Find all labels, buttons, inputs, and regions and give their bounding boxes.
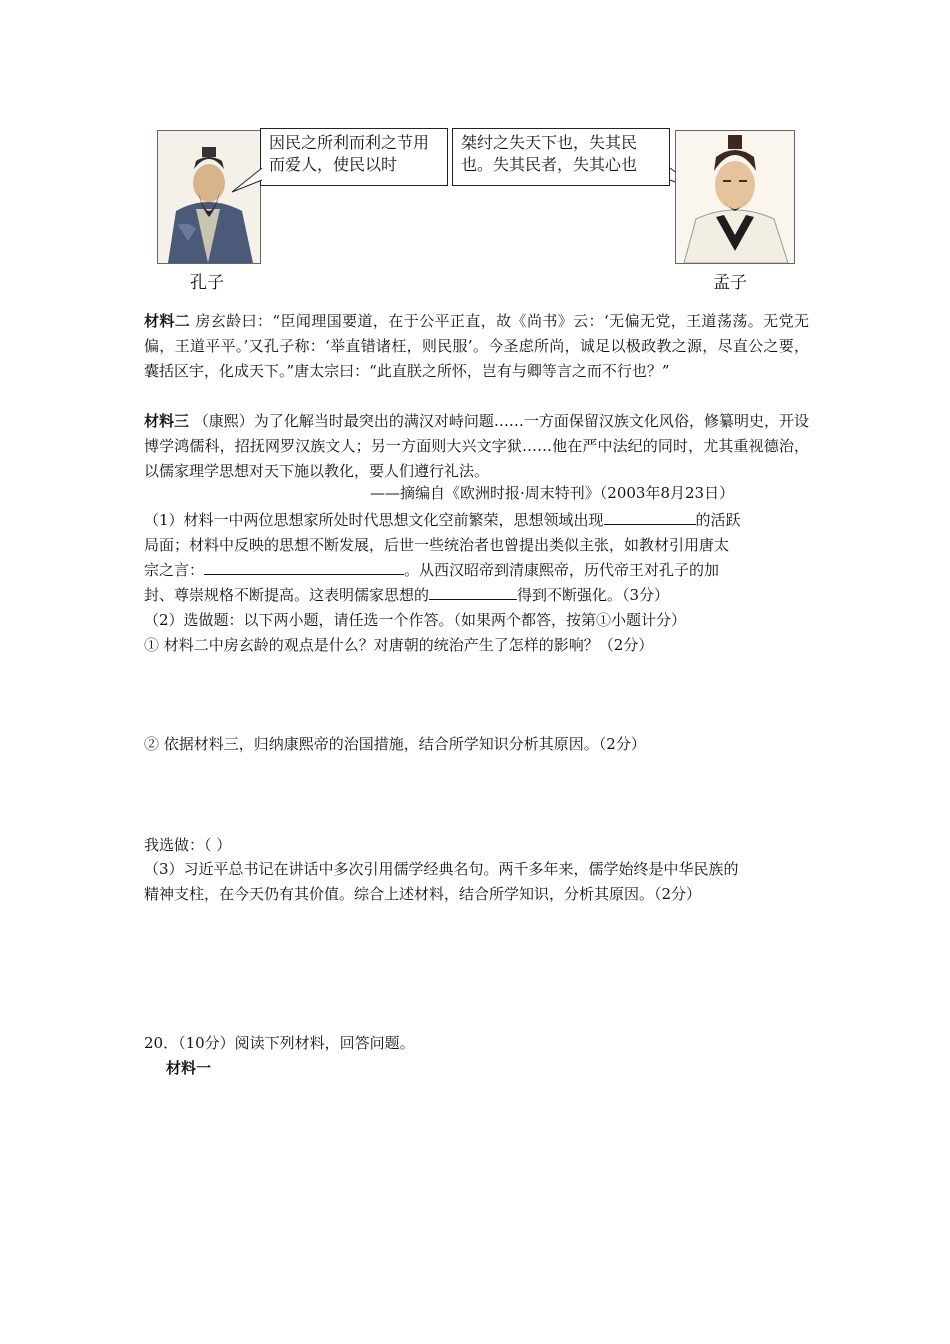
- question-1-line-3: [144, 558, 719, 583]
- material-two-label: 材料二: [144, 312, 191, 330]
- left-bubble-tail: [230, 166, 264, 196]
- answer-blank-1[interactable]: [604, 508, 696, 525]
- question-1-line-4: [144, 583, 669, 608]
- material-three: [144, 409, 809, 484]
- question-1-text-a: （1）材料一中两位思想家所处时代思想文化空前繁荣，思想领域出现: [144, 511, 604, 529]
- chosen-option-line[interactable]: 我选做：（ ）: [144, 836, 232, 854]
- mencius-portrait: [675, 130, 795, 264]
- material-three-citation: ——摘编自《欧洲时报·周末特刊》（2003年8月23日）: [370, 484, 735, 502]
- question-3-line-2: 精神支柱，在今天仍有其价值。综合上述材料，结合所学知识，分析其原因。（2分）: [144, 885, 702, 903]
- question-1-line-1: [144, 508, 741, 533]
- answer-blank-3[interactable]: [429, 583, 517, 600]
- answer-blank-2[interactable]: [204, 558, 404, 575]
- mencius-caption: 孟子: [713, 273, 747, 293]
- question-1-text-e: 封、尊崇规格不断提高。这表明儒家思想的: [144, 586, 430, 604]
- material-two-text: 房玄龄曰：“臣闻理国要道，在于公平正直，故《尚书》云：‘无偏无党，王道荡荡。无党无偏，王道平平。’又孔子称：‘举直错诸枉，则民服’。今圣虑所尚，诚足以极政教之源，尽直公之要，囊括区宇，化成天下。”唐太宗曰：“此直朕之所怀，岂有与卿等言之而不行也？”: [144, 312, 809, 380]
- confucius-speech-bubble: 因民之所利而利之节用而爱人，使民以时: [260, 128, 448, 186]
- question-20-title: 20．（10分）阅读下列材料，回答问题。: [144, 1034, 415, 1052]
- material-three-label: 材料三: [144, 412, 190, 430]
- question-1-line-2: 局面；材料中反映的思想不断发展，后世一些统治者也曾提出类似主张，如教材引用唐太: [144, 536, 730, 554]
- confucius-caption: 孔子: [190, 273, 224, 293]
- confucius-portrait: [157, 130, 261, 264]
- question-3-line-1: （3）习近平总书记在讲话中多次引用儒学经典名句。两千多年来，儒学始终是中华民族的: [144, 860, 739, 878]
- question-2-option-2: ② 依据材料三，归纳康熙帝的治国措施，结合所学知识分析其原因。（2分）: [144, 735, 646, 753]
- thinkers-figure: [150, 126, 800, 296]
- question-2-intro: （2）选做题：以下两小题，请任选一个作答。（如果两个都答，按第①小题计分）: [144, 611, 687, 629]
- material-two: [144, 309, 809, 384]
- question-20-material-one: 材料一: [166, 1059, 212, 1077]
- question-1-text-c: 宗之言：: [144, 561, 205, 579]
- question-1-text-d: 。从西汉昭帝到清康熙帝，历代帝王对孔子的加: [404, 561, 720, 579]
- question-1-text-b: 的活跃: [695, 511, 741, 529]
- material-three-text: （康熙）为了化解当时最突出的满汉对峙问题……一方面保留汉族文化风俗，修纂明史，开设博学鸿儒科，招抚网罗汉族文人；另一方面则大兴文字狱……他在严中法纪的同时，尤其重视德治，以儒家理学思想对天下施以教化，要人们遵行礼法。: [144, 412, 809, 480]
- question-1-text-f: 得到不断强化。（3分）: [517, 586, 670, 604]
- question-2-option-1: ① 材料二中房玄龄的观点是什么？对唐朝的统治产生了怎样的影响？（2分）: [144, 636, 654, 654]
- mencius-speech-bubble: 桀纣之失天下也，失其民也。失其民者，失其心也: [452, 128, 670, 186]
